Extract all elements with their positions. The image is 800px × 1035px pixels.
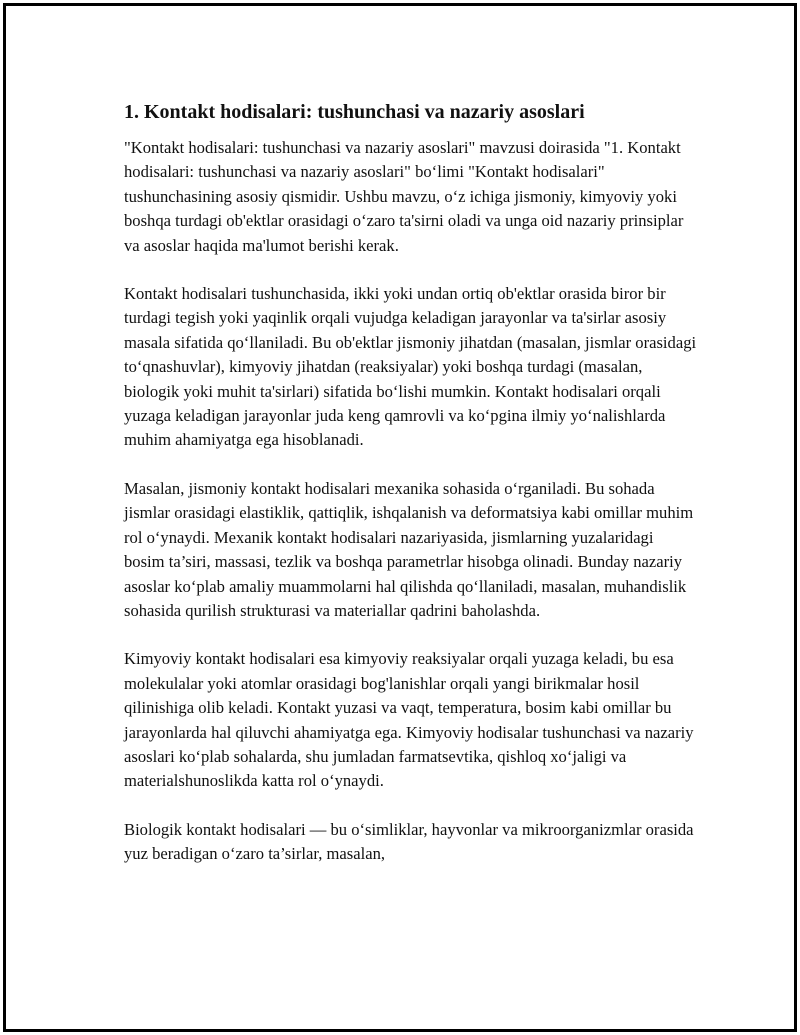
document-body [124, 100, 698, 891]
paragraph-biological: Biologik kontakt hodisalari — bu o‘simliklar, hayvonlar va mikroorganizmlar orasida yuz beradigan o‘zaro ta’sirlar, masalan, [124, 819, 694, 864]
document-page [3, 3, 797, 1032]
paragraph-physical: Masalan, jismoniy kontakt hodisalari mexanika sohasida o‘rganiladi. Bu sohada jismlar orasidagi elastiklik, qattiqlik, ishqalanish va deformatsiya kabi omillar muhim rol o‘ynaydi. Mexanik kontakt hodisalari nazariyasida, jismlarning yuzalaridagi bosim ta’siri, massasi, tezlik va boshqa parametrlar hisobga olinadi. Bunday nazariy asoslar ko‘plab amaliy muammolarni hal qilishda qo‘llaniladi, masalan, muhandislik sohasida qurilish strukturasi va materiallar qadrini baholashda. [124, 478, 694, 620]
paragraph-intro: "Kontakt hodisalari: tushunchasi va nazariy asoslari" mavzusi doirasida "1. Kontakt hodisalari: tushunchasi va nazariy asoslari" bo‘limi "Kontakt hodisalari" tushunchasining asosiy qismidir. Ushbu mavzu, o‘z ichiga jismoniy, kimyoviy yoki boshqa turdagi ob'ektlar orasidagi o‘zaro ta'sirni oladi va unga oid nazariy prinsiplar va asoslar haqida ma'lumot berishi kerak. [124, 138, 684, 255]
section-heading: 1. Kontakt hodisalari: tushunchasi va nazariy asoslari [124, 101, 585, 123]
paragraph-concept: Kontakt hodisalari tushunchasida, ikki yoki undan ortiq ob'ektlar orasida biror bir turdagi tegish yoki yaqinlik orqali vujudga keladigan jarayonlar va ta'sirlar asosiy masala sifatida qo‘llaniladi. Bu ob'ektlar jismoniy jihatdan (masalan, jismlar orasidagi to‘qnashuvlar), kimyoviy jihatdan (reaksiyalar) yoki boshqa turdagi (masalan, biologik yoki muhit ta'sirlari) sifatida bo‘lishi mumkin. Kontakt hodisalari orqali yuzaga keladigan jarayonlar juda keng qamrovli va ko‘pgina ilmiy yo‘nalishlarda muhim ahamiyatga ega hisoblanadi. [124, 284, 697, 450]
paragraph-chemical: Kimyoviy kontakt hodisalari esa kimyoviy reaksiyalar orqali yuzaga keladi, bu esa molekulalar yoki atomlar orasidagi bog'lanishlar orqali yangi birikmalar hosil qilinishiga olib keladi. Kontakt yuzasi va vaqt, temperatura, bosim kabi omillar bu jarayonlarda hal qiluvchi ahamiyatga ega. Kimyoviy hodisalar tushunchasi va nazariy asoslari ko‘plab sohalarda, shu jumladan farmatsevtika, qishloq xo‘jaligi va materialshunoslikda katta rol o‘ynaydi. [124, 649, 694, 791]
